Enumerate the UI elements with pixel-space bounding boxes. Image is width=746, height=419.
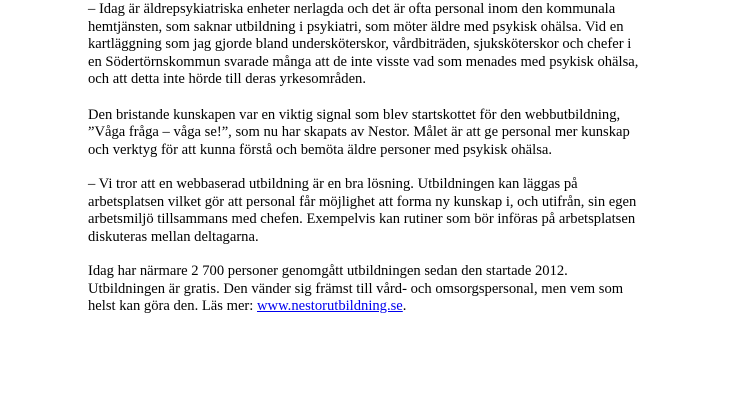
nestor-utbildning-link[interactable]: www.nestorutbildning.se (257, 298, 403, 314)
text-line: och verktyg för att kunna förstå och bemöta äldre personer med psykisk ohälsa. (88, 141, 553, 158)
link-prefix-text: helst kan göra den. Läs mer: (88, 298, 257, 314)
text-line: Den bristande kunskapen var en viktig signal som blev startskottet för den webbutbildning, (88, 106, 621, 123)
paragraph-2 (88, 107, 678, 160)
paragraph-4 (88, 263, 678, 316)
text-line: diskuteras mellan deltagarna. (88, 228, 259, 245)
paragraph-3 (88, 176, 678, 246)
article-body (88, 0, 678, 316)
text-line: en Södertörnskommun svarade många att de inte visste vad som menades med psykisk ohälsa, (88, 53, 639, 70)
text-line: arbetsplatsen vilket gör att personal får möjlighet att forma ny kunskap i, och utifrån, sin egen (88, 193, 637, 210)
text-line: – Idag är äldrepsykiatriska enheter nerlagda och det är ofta personal inom den kommunala (88, 1, 616, 17)
text-line: kartläggning som jag gjorde bland undersköterskor, vårdbiträden, sjuksköterskor och chefer i (88, 36, 632, 52)
text-line: arbetsmiljö tillsammans med chefen. Exempelvis kan rutiner som bör införas på arbetsplatsen (88, 211, 636, 227)
text-line: hemtjänsten, som saknar utbildning i psykiatri, som möter äldre med psykisk ohälsa. Vid en (88, 18, 624, 35)
text-line: Idag har närmare 2 700 personer genomgått utbildningen sedan den startade 2012. (88, 263, 568, 279)
text-line: – Vi tror att en webbaserad utbildning är en bra lösning. Utbildningen kan läggas på (88, 176, 578, 192)
link-suffix-text: . (402, 298, 407, 314)
text-line: ”Våga fråga – våga se!”, som nu har skapats av Nestor. Målet är att ge personal mer kunskap (88, 124, 630, 140)
text-line-with-link (88, 298, 678, 316)
paragraph-1 (88, 1, 678, 89)
text-line: Utbildningen är gratis. Den vänder sig främst till vård- och omsorgspersonal, men vem som (88, 280, 624, 297)
text-line: och att detta inte hörde till deras yrkesområden. (88, 71, 366, 87)
